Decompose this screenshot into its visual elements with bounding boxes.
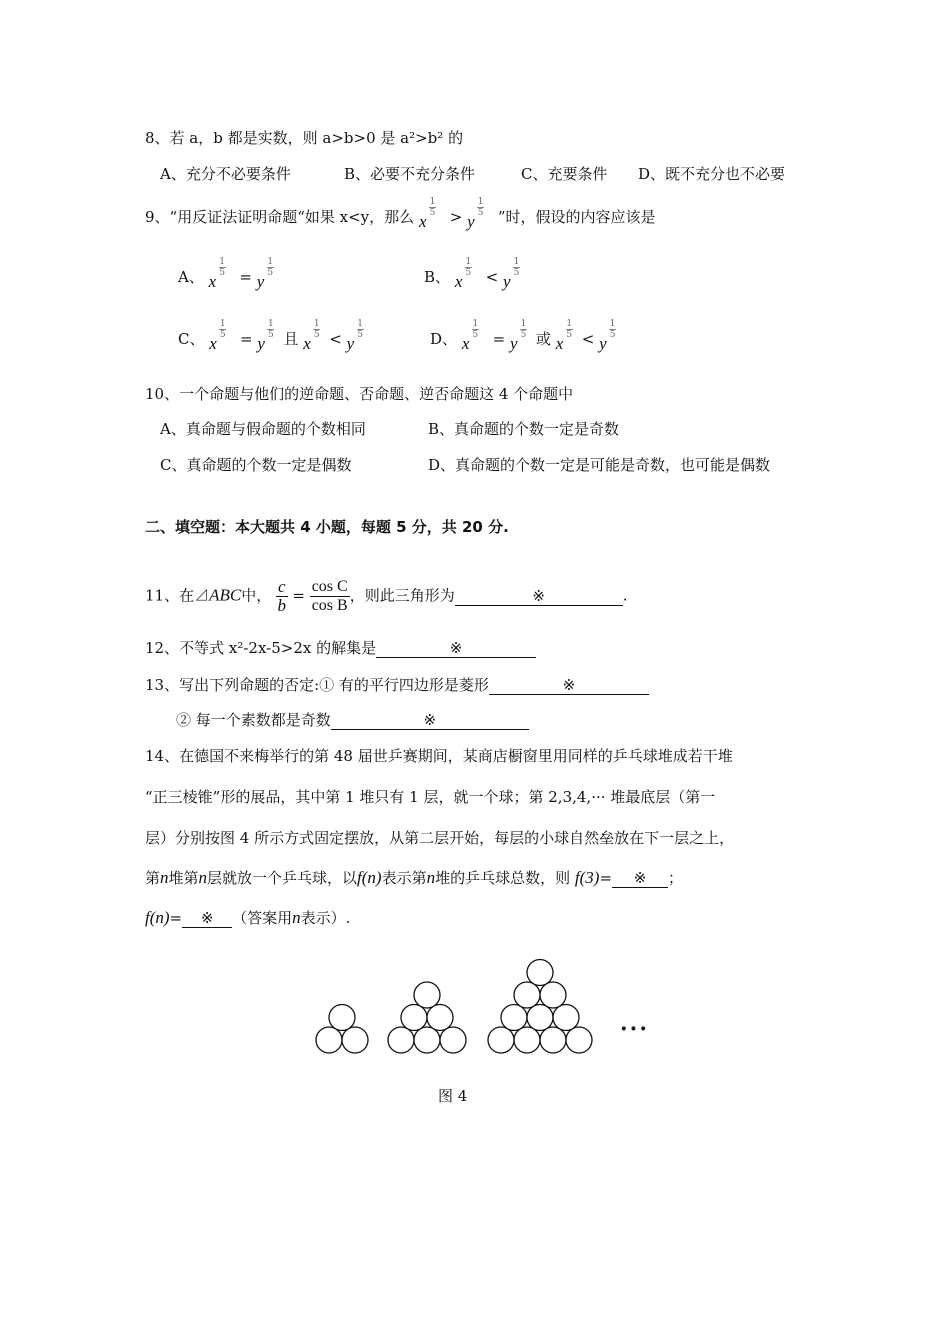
q10-stem: 10、一个命题与他们的逆命题、否命题、逆否命题这 4 个命题中: [145, 385, 574, 403]
ping-pong-ball: [566, 1027, 592, 1053]
ping-pong-ball: [342, 1027, 368, 1053]
answer-blank-fn[interactable]: ※: [182, 909, 232, 928]
answer-blank[interactable]: ※: [455, 587, 623, 606]
q8-option-b: B、必要不充分条件: [344, 165, 476, 183]
q10-option-c: C、真命题的个数一定是偶数: [160, 456, 352, 474]
q11: 11、在⊿ABC中， $\frac{c}{b}$ = $\frac{\text{cos C}}{\text{cos B}}$ ，则此三角形为 ※ .: [145, 577, 628, 615]
ping-pong-ball: [440, 1027, 466, 1053]
q14-line4: 第n堆第n层就放一个乒乓球，以f(n)表示第n堆的乒乓球总数，则 f(3)= ※ ；: [145, 868, 684, 887]
fraction-c-over-b: $\frac{c}{b}$: [277, 577, 287, 615]
q9-option-b: B、 x 1 5 < y 1 5: [424, 257, 520, 291]
x-power-fifth: x 1 5: [418, 197, 436, 231]
q14-line2: “正三棱锥”形的展品，其中第 1 堆只有 1 层，就一个球；第 2,3,4,··· 堆最底层（第一: [145, 788, 716, 806]
q9-option-a: A、 x 1 5 = y 1 5: [178, 257, 274, 291]
q14-line3: 层）分别按图 4 所示方式固定摆放，从第二层开始，每层的小球自然垒放在下一层之上，: [145, 829, 735, 847]
q10-option-b: B、真命题的个数一定是奇数: [428, 420, 620, 438]
y-power-fifth: y 1 5: [467, 197, 484, 231]
ping-pong-ball: [514, 982, 540, 1008]
q14-line5: f(n)= ※ （答案用n表示）.: [145, 908, 351, 927]
ping-pong-ball: [527, 960, 553, 986]
ping-pong-ball: [553, 1005, 579, 1031]
q8-option-a: A、充分不必要条件: [160, 165, 291, 183]
q10-option-a: A、真命题与假命题的个数相同: [160, 420, 366, 438]
ping-pong-ball: [329, 1005, 355, 1031]
ping-pong-ball: [501, 1005, 527, 1031]
q8-option-c: C、充要条件: [521, 165, 608, 183]
section-heading: 二、填空题：本大题共 4 小题，每题 5 分，共 20 分.: [145, 518, 509, 536]
q13-part2: ② 每一个素数都是奇数 ※: [176, 709, 529, 730]
answer-blank-f3[interactable]: ※: [612, 869, 668, 888]
ping-pong-ball: [488, 1027, 514, 1053]
ping-pong-ball: [414, 982, 440, 1008]
ping-pong-ball: [540, 982, 566, 1008]
ping-pong-ball: [388, 1027, 414, 1053]
q13-part1: 13、写出下列命题的否定:① 有的平行四边形是菱形 ※: [145, 674, 649, 695]
q10-option-d: D、真命题的个数一定是可能是奇数，也可能是偶数: [428, 456, 771, 474]
q9-option-d: D、 x 1 5 = y 1 5 或 x 1 5 < y 1 5: [430, 319, 616, 353]
gt-sign: >: [449, 208, 463, 226]
q9-option-c: C、 x 1 5 = y 1 5 且 x 1 5 < y 1 5: [178, 319, 363, 353]
q12: 12、不等式 x²-2x-5>2x 的解集是 ※: [145, 637, 536, 658]
ping-pong-ball: [540, 1027, 566, 1053]
ping-pong-ball: [316, 1027, 342, 1053]
figure-ball-piles: [300, 955, 660, 1065]
ellipsis: ···: [620, 1016, 649, 1042]
q9-stem-pre: 9、“用反证法证明命题“如果 x<y，那么: [145, 208, 415, 226]
fraction-cosc-over-cosb: $\frac{\text{cos C}}{\text{cos B}}$: [311, 578, 348, 614]
q9-stem-post: ”时，假设的内容应该是: [497, 208, 656, 226]
answer-blank[interactable]: ※: [331, 711, 529, 730]
ping-pong-ball: [427, 1005, 453, 1031]
q8-stem: 8、若 a，b 都是实数，则 a>b>0 是 a²>b² 的: [145, 129, 464, 147]
ping-pong-ball: [414, 1027, 440, 1053]
q8-option-d: D、既不充分也不必要: [638, 165, 786, 183]
q14-line1: 14、在德国不来梅举行的第 48 届世乒赛期间，某商店橱窗里用同样的乒乓球堆成若干堆: [145, 747, 733, 765]
answer-blank[interactable]: ※: [489, 676, 649, 695]
q9-stem: [145, 197, 656, 231]
ping-pong-ball: [514, 1027, 540, 1053]
ping-pong-ball: [401, 1005, 427, 1031]
figure-caption: 图 4: [438, 1087, 468, 1105]
ping-pong-ball: [527, 1005, 553, 1031]
answer-blank[interactable]: ※: [376, 639, 536, 658]
